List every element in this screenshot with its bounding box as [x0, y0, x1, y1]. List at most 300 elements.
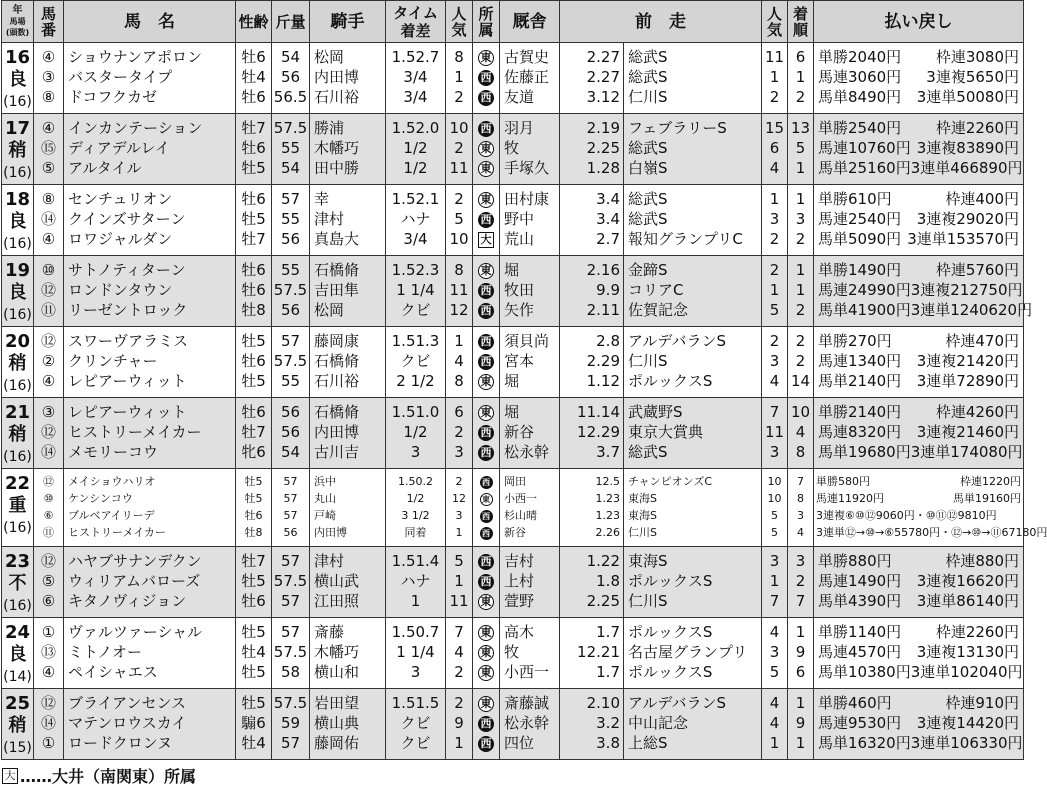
horse-weight: 57 [283, 492, 298, 505]
affiliation-icon: 西 [478, 212, 494, 228]
col-odds [560, 43, 624, 114]
col-jockey [310, 114, 386, 185]
payout-secondary: 馬単19160円 [953, 492, 1021, 505]
race-cond: 稍 [8, 715, 27, 736]
affiliation [473, 524, 499, 541]
local-affiliation-icon: 大 [2, 768, 18, 784]
horse-name: センチュリオン [68, 190, 173, 208]
horse-time: 1.52.7 [391, 48, 440, 66]
horse-number [34, 693, 63, 713]
affiliation [473, 351, 499, 371]
horse-sexage: 牡7 [241, 119, 266, 137]
horse-name: マテンロウスカイ [68, 714, 187, 732]
affiliation-icon: 西 [478, 736, 494, 752]
horse-weight: 57.5 [273, 694, 308, 712]
race-row [2, 398, 1024, 469]
horse-prevfin: 4 [797, 526, 804, 539]
horse-name: ウィリアムバローズ [68, 572, 201, 590]
horse-sexage: 牡4 [241, 643, 266, 661]
horse-weight: 55 [280, 372, 301, 390]
race-year: 16 [4, 47, 31, 68]
affiliation-icon: 西 [478, 334, 494, 350]
horse-prev: 総武S [628, 210, 668, 228]
horse-trainer: 杉山晴 [504, 509, 537, 522]
horse-sexage: 牡8 [244, 526, 263, 539]
horse-number [34, 158, 63, 178]
col-trainer [500, 43, 560, 114]
horse-prevfin: 7 [795, 592, 806, 610]
payout-secondary: 3連複21420円 [916, 352, 1019, 370]
horse-pop: 11 [449, 592, 469, 610]
payout-secondary: 3連単102040円 [910, 663, 1023, 681]
horse-prev: アルデバランS [628, 332, 727, 350]
horse-name: クリンチャー [68, 352, 158, 370]
horse-prev: 武蔵野S [628, 403, 683, 421]
col-weight [272, 547, 310, 618]
horse-weight: 57.5 [273, 352, 308, 370]
horse-prev: 報知グランプリC [628, 230, 743, 248]
payout-primary: 馬単10380円 [818, 663, 911, 681]
header-pop: 人気 [446, 1, 473, 43]
affiliation-icon: 東 [478, 192, 494, 208]
col-prevfin [788, 327, 814, 398]
horse-sexage: 牡4 [241, 68, 266, 86]
payout-secondary: 枠連1220円 [960, 475, 1021, 488]
horse-sexage: 牡4 [241, 734, 266, 752]
horse-trainer: 堀 [504, 372, 520, 390]
affiliation [473, 642, 499, 662]
horse-trainer: 須貝尚 [504, 332, 550, 350]
payout-secondary: 3連複21460円 [916, 423, 1019, 441]
col-jockey [310, 689, 386, 760]
affiliation [473, 118, 499, 138]
horse-weight: 57 [280, 552, 301, 570]
payout-secondary: 3連複29020円 [916, 210, 1019, 228]
horse-number-value: ③ [41, 68, 56, 86]
horse-jockey: 田中勝 [314, 159, 360, 177]
horse-odds: 1.28 [586, 159, 620, 177]
payout-line [814, 280, 1023, 300]
payout-primary: 単勝2540円 [818, 119, 902, 137]
horse-weight: 57 [280, 734, 301, 752]
horse-trainer: 小西一 [504, 663, 550, 681]
horse-number [34, 662, 63, 682]
horse-jockey: 横山武 [314, 572, 360, 590]
affiliation [473, 662, 499, 682]
horse-jockey: 幸 [314, 190, 330, 208]
col-prev [624, 398, 762, 469]
horse-number [34, 551, 63, 571]
race-heads: (16) [3, 307, 32, 323]
horse-pop: 4 [454, 643, 464, 661]
horse-sexage: 牡6 [241, 48, 266, 66]
horse-sexage: 牡5 [244, 492, 263, 505]
payout-line [814, 591, 1023, 611]
race-year: 19 [4, 260, 31, 281]
horse-prevpop: 10 [767, 492, 782, 505]
col-aff [473, 43, 500, 114]
col-name [64, 398, 236, 469]
race-row [2, 327, 1024, 398]
horse-name: ブライアンセンス [68, 694, 187, 712]
horse-sexage: 騸6 [241, 714, 266, 732]
horse-weight: 55 [280, 210, 301, 228]
affiliation-icon: 西 [480, 527, 493, 540]
horse-number [34, 713, 63, 733]
header-prevpop: 人気 [762, 1, 788, 43]
payout-secondary: 3連複16620円 [916, 572, 1019, 590]
horse-prev: 総武S [628, 443, 668, 461]
horse-jockey: 戸崎 [314, 509, 336, 522]
race-heads: (14) [3, 669, 32, 685]
col-pop [446, 114, 473, 185]
horse-odds: 2.25 [586, 592, 620, 610]
affiliation [473, 158, 499, 178]
horse-weight: 54 [280, 48, 301, 66]
horse-trainer: 宮本 [504, 352, 535, 370]
horse-pop: 2 [454, 88, 464, 106]
col-odds [560, 547, 624, 618]
horse-odds: 2.10 [586, 694, 620, 712]
affiliation [473, 371, 499, 391]
horse-time: 3 [410, 663, 421, 681]
horse-pop: 1 [454, 572, 464, 590]
col-prev [624, 689, 762, 760]
header-weight: 斤量 [272, 1, 310, 43]
col-aff [473, 547, 500, 618]
col-prev [624, 114, 762, 185]
affiliation-icon: 東 [478, 374, 494, 390]
horse-sexage: 牡6 [241, 190, 266, 208]
header-year-label: 年 [12, 5, 23, 16]
affiliation-icon: 東 [478, 625, 494, 641]
race-year-cell [2, 43, 34, 114]
horse-odds: 1.7 [596, 663, 620, 681]
payout-line [814, 422, 1023, 442]
horse-name: ディアデルレイ [68, 139, 170, 157]
col-trainer [500, 256, 560, 327]
horse-number-value: ⑩ [43, 492, 54, 505]
horse-number-value: ⑫ [43, 475, 54, 488]
col-pay [814, 185, 1024, 256]
horse-name: メモリーコウ [68, 443, 159, 461]
horse-pop: 3 [454, 443, 464, 461]
horse-pop: 6 [454, 403, 464, 421]
col-weight [272, 114, 310, 185]
horse-sexage: 牡6 [241, 261, 266, 279]
horse-prevfin: 1 [795, 623, 806, 641]
horse-prev: 上総S [628, 734, 668, 752]
horse-pop: 2 [454, 663, 464, 681]
horse-number-value: ④ [41, 663, 56, 681]
horse-trainer: 岡田 [504, 475, 526, 488]
race-year: 20 [4, 331, 31, 352]
payout-line [814, 300, 1033, 320]
horse-prev: 総武S [628, 68, 668, 86]
col-jockey [310, 469, 386, 547]
horse-prev: 仁川S [628, 88, 668, 106]
horse-prevfin: 1 [795, 68, 806, 86]
horse-prevpop: 11 [764, 48, 785, 66]
affiliation [473, 571, 499, 591]
affiliation [473, 733, 499, 753]
payout-line [814, 571, 1023, 591]
horse-trainer: 上村 [504, 572, 535, 590]
horse-prevpop: 1 [769, 734, 780, 752]
affiliation [473, 473, 499, 490]
horse-odds: 12.29 [577, 423, 620, 441]
col-pop [446, 547, 473, 618]
race-cond: 良 [8, 282, 27, 303]
race-cond: 良 [8, 69, 27, 90]
payout-primary: 馬連8320円 [818, 423, 902, 441]
horse-sexage: 牝6 [241, 443, 266, 461]
horse-number [34, 260, 63, 280]
horse-pop: 11 [449, 281, 469, 299]
affiliation [473, 507, 499, 524]
horse-prev: 東海S [628, 509, 657, 522]
race-cond: 良 [8, 644, 27, 665]
horse-trainer: 新谷 [504, 526, 526, 539]
horse-prev: 総武S [628, 139, 668, 157]
col-name [64, 256, 236, 327]
horse-prevfin: 14 [790, 372, 811, 390]
horse-prevfin: 2 [795, 230, 806, 248]
horse-odds: 9.9 [596, 281, 620, 299]
race-row [2, 114, 1024, 185]
horse-pop: 8 [454, 372, 464, 390]
payout-secondary: 3連単106330円 [910, 734, 1023, 752]
horse-prevfin: 2 [795, 352, 806, 370]
horse-number [34, 422, 63, 442]
horse-number-value: ④ [41, 48, 56, 66]
col-sexage [236, 43, 272, 114]
col-sexage [236, 114, 272, 185]
horse-trainer: 矢作 [504, 301, 535, 319]
horse-prev: 東海S [628, 552, 668, 570]
horse-time: クビ [400, 734, 431, 752]
affiliation [473, 300, 499, 320]
affiliation-icon: 西 [480, 476, 493, 489]
horse-prevfin: 1 [795, 190, 806, 208]
horse-name: ケンシンコウ [68, 492, 133, 505]
horse-time: 1.51.0 [391, 403, 440, 421]
horse-prevpop: 2 [769, 261, 780, 279]
col-odds [560, 256, 624, 327]
horse-time: クビ [400, 301, 431, 319]
horse-prevpop: 6 [769, 139, 780, 157]
col-prevpop [762, 256, 788, 327]
horse-pop: 8 [454, 48, 464, 66]
horse-prev: 総武S [628, 190, 668, 208]
horse-prevfin: 13 [790, 119, 811, 137]
horse-trainer: 羽月 [504, 119, 535, 137]
affiliation-icon: 東 [478, 161, 494, 177]
col-name [64, 114, 236, 185]
horse-prevpop: 1 [769, 68, 780, 86]
race-heads: (16) [3, 165, 32, 181]
affiliation [473, 260, 499, 280]
col-trainer [500, 618, 560, 689]
payout-secondary: 3連複14420円 [916, 714, 1019, 732]
horse-name: ペイシャエス [68, 663, 158, 681]
race-year: 18 [4, 189, 31, 210]
horse-prevfin: 2 [795, 332, 806, 350]
col-time [386, 114, 446, 185]
col-odds [560, 689, 624, 760]
horse-trainer: 吉村 [504, 552, 535, 570]
col-trainer [500, 469, 560, 547]
horse-sexage: 牡6 [241, 88, 266, 106]
horse-number-value: ⑪ [43, 526, 54, 539]
affiliation-icon: 東 [480, 493, 493, 506]
affiliation-icon: 西 [478, 90, 494, 106]
horse-sexage: 牡5 [241, 210, 266, 228]
horse-trainer: 松永幹 [504, 714, 550, 732]
payout-primary: 単勝270円 [818, 332, 892, 350]
horse-name: インカンテーション [68, 119, 203, 137]
race-results-table [1, 0, 1047, 760]
horse-prev: 中山記念 [628, 714, 689, 732]
payout-primary: 馬単16320円 [818, 734, 911, 752]
payout-line [814, 622, 1023, 642]
horse-prev: 名古屋グランプリ [628, 643, 748, 661]
payout-secondary: 3連複5650円 [926, 68, 1019, 86]
payout-line [814, 551, 1023, 571]
col-num [34, 618, 64, 689]
col-odds [560, 618, 624, 689]
horse-odds: 3.4 [596, 210, 620, 228]
payout-primary: 馬連1340円 [818, 352, 902, 370]
horse-time: 1.51.4 [391, 552, 440, 570]
col-pop [446, 689, 473, 760]
horse-number [34, 280, 63, 300]
col-aff [473, 185, 500, 256]
payout-secondary: 3連単50080円 [916, 88, 1019, 106]
horse-time: 3/4 [403, 88, 428, 106]
horse-pop: 10 [449, 230, 469, 248]
horse-jockey: 藤岡康 [314, 332, 360, 350]
col-sexage [236, 469, 272, 547]
col-num [34, 398, 64, 469]
horse-number [34, 571, 63, 591]
horse-name: ミトノオー [68, 643, 142, 661]
horse-odds: 2.7 [596, 230, 620, 248]
col-sexage [236, 327, 272, 398]
horse-sexage: 牡5 [241, 623, 266, 641]
payout-primary: 馬単5090円 [818, 230, 902, 248]
affiliation [473, 47, 499, 67]
payout-line [814, 331, 1023, 351]
col-prevfin [788, 547, 814, 618]
horse-prevpop: 4 [769, 372, 780, 390]
col-time [386, 689, 446, 760]
horse-trainer: 萱野 [504, 592, 535, 610]
horse-pop: 12 [449, 301, 469, 319]
horse-prev: アルデバランS [628, 694, 727, 712]
col-trainer [500, 547, 560, 618]
horse-prevpop: 3 [769, 643, 780, 661]
col-time [386, 43, 446, 114]
header-trainer: 厩舎 [500, 1, 560, 43]
horse-weight: 57.5 [273, 281, 308, 299]
horse-pop: 12 [452, 492, 466, 505]
payout-line [814, 47, 1023, 67]
col-weight [272, 43, 310, 114]
horse-time: 同着 [404, 526, 427, 539]
horse-jockey: 藤岡佑 [314, 734, 360, 752]
payout-secondary: 3連単153570円 [907, 230, 1019, 248]
horse-prevpop: 4 [769, 694, 780, 712]
horse-prev: ポルックスS [628, 372, 713, 390]
col-num [34, 256, 64, 327]
footnote [2, 764, 1024, 787]
header-time [386, 1, 446, 43]
col-weight [272, 256, 310, 327]
payout-primary: 単勝610円 [818, 190, 892, 208]
horse-number [34, 300, 63, 320]
race-row [2, 469, 1024, 547]
col-sexage [236, 618, 272, 689]
col-prevpop [762, 327, 788, 398]
horse-prevfin: 1 [795, 694, 806, 712]
horse-number [34, 473, 63, 490]
horse-number-value: ⑥ [41, 592, 56, 610]
horse-number [34, 524, 63, 541]
col-num [34, 43, 64, 114]
col-time [386, 256, 446, 327]
horse-weight: 57 [283, 509, 298, 522]
horse-time: 2 1/2 [396, 372, 435, 390]
race-row [2, 547, 1024, 618]
race-row [2, 256, 1024, 327]
horse-sexage: 牡6 [241, 352, 266, 370]
affiliation [473, 490, 499, 507]
horse-prevpop: 7 [769, 403, 780, 421]
race-heads: (16) [3, 449, 32, 465]
col-trainer [500, 185, 560, 256]
horse-name: キタノヴィジョン [68, 592, 187, 610]
horse-odds: 3.7 [596, 443, 620, 461]
affiliation-icon: 東 [478, 141, 494, 157]
horse-sexage: 牡5 [241, 332, 266, 350]
payout-line [814, 138, 1023, 158]
race-row [2, 185, 1024, 256]
col-pay [814, 43, 1024, 114]
horse-jockey: 津村 [314, 210, 345, 228]
horse-prev: ポルックスS [628, 623, 713, 641]
col-prev [624, 618, 762, 689]
col-prevfin [788, 469, 814, 547]
col-odds [560, 114, 624, 185]
horse-prev: 東京大賞典 [628, 423, 704, 441]
col-pay [814, 689, 1024, 760]
horse-pop: 2 [454, 139, 464, 157]
horse-odds: 3.4 [596, 190, 620, 208]
col-weight [272, 469, 310, 547]
horse-time: 1.52.0 [391, 119, 440, 137]
horse-trainer: 牧田 [504, 281, 535, 299]
horse-pop: 3 [455, 509, 463, 522]
horse-prevpop: 7 [769, 592, 780, 610]
horse-time: 1 [410, 592, 421, 610]
col-odds [560, 327, 624, 398]
payout-secondary: 枠連910円 [945, 694, 1019, 712]
horse-weight: 58 [280, 663, 301, 681]
horse-prevfin: 4 [795, 423, 806, 441]
horse-jockey: 古川吉 [314, 443, 360, 461]
horse-trainer: 堀 [504, 403, 520, 421]
